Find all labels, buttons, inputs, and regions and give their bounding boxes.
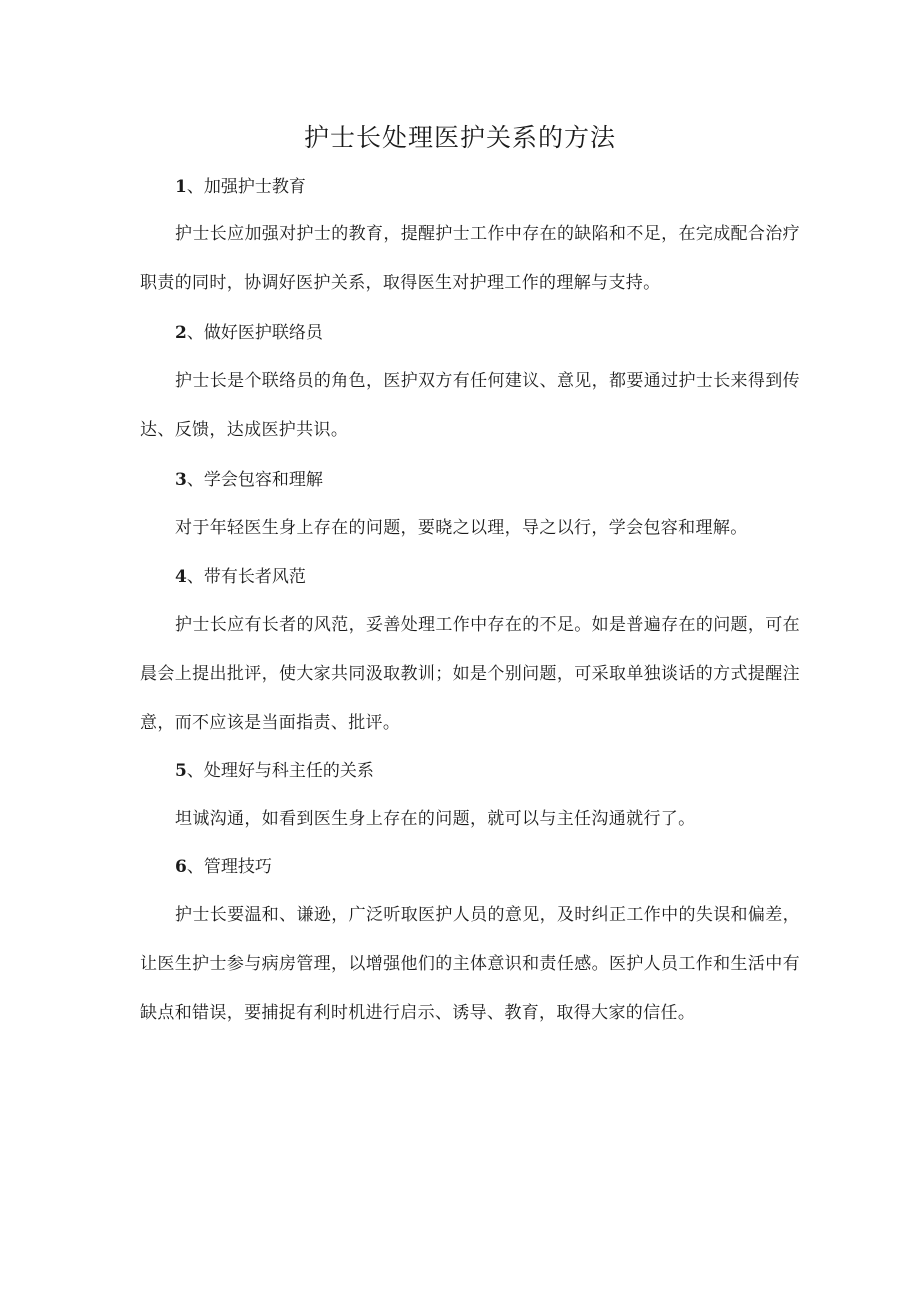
section-paragraph: 对于年轻医生身上存在的问题，要晓之以理，导之以行，学会包容和理解。: [175, 518, 748, 538]
section-number: 1: [175, 177, 187, 197]
section-number: 3: [175, 470, 187, 490]
page-title: 护士长处理医护关系的方法: [303, 123, 616, 152]
section-heading: [175, 564, 306, 590]
section-paragraph: 护士长是个联络员的角色，医护双方有任何建议、意见，都要通过护士长来得到传达、反馈，达成医护共识。: [140, 371, 800, 440]
section-heading-text: 、加强护士教育: [186, 177, 306, 197]
section-heading: [175, 854, 272, 880]
section-heading: [175, 174, 306, 200]
section-heading-text: 、做好医护联络员: [186, 323, 323, 343]
section-paragraph: 护士长要温和、谦逊，广泛听取医护人员的意见，及时纠正工作中的失误和偏差，让医生护士参与病房管理，以增强他们的主体意识和责任感。医护人员工作和生活中有缺点和错误，要捕捉有利时机进行启示、诱导、教育，取得大家的信任。: [140, 905, 800, 1023]
section-number: 5: [175, 761, 187, 781]
section-paragraph: 护士长应有长者的风范，妥善处理工作中存在的不足。如是普遍存在的问题，可在晨会上提出批评，使大家共同汲取教训；如是个别问题，可采取单独谈话的方式提醒注意，而不应该是当面指责、批评。: [140, 615, 800, 733]
section-heading: [175, 467, 323, 493]
section-heading-text: 、处理好与科主任的关系: [186, 761, 374, 781]
section-number: 4: [175, 567, 187, 587]
section-heading: [175, 320, 323, 346]
section-heading: [175, 758, 374, 784]
section-number: 2: [175, 323, 187, 343]
section-heading-text: 、管理技巧: [186, 857, 272, 877]
section-number: 6: [175, 857, 187, 877]
section-heading-text: 、学会包容和理解: [186, 470, 323, 490]
section-paragraph: 护士长应加强对护士的教育，提醒护士工作中存在的缺陷和不足，在完成配合治疗职责的同时，协调好医护关系，取得医生对护理工作的理解与支持。: [140, 224, 800, 293]
section-paragraph: 坦诚沟通，如看到医生身上存在的问题，就可以与主任沟通就行了。: [175, 809, 696, 829]
section-heading-text: 、带有长者风范: [186, 567, 306, 587]
